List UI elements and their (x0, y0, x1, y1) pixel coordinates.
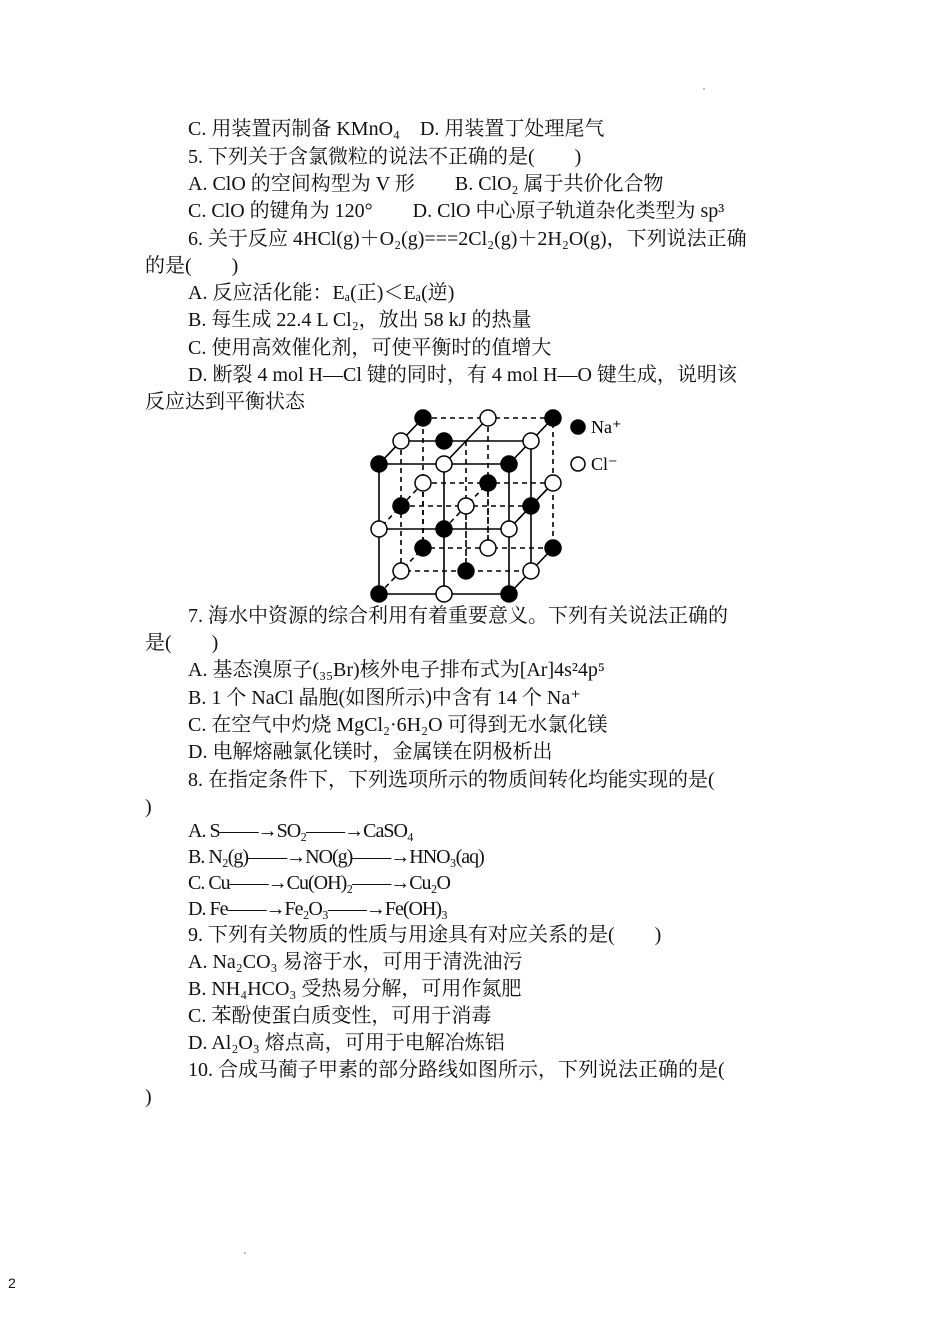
na-ion (436, 433, 452, 449)
question-6-option-c: C. 使用高效催化剂，可使平衡时的值增大 (188, 337, 552, 359)
question-7: 7. 海水中资源的综合利用有着重要意义。下列有关说法正确的 (188, 605, 728, 627)
question-5: 5. 下列关于含氯微粒的说法不正确的是( ) (188, 146, 582, 168)
na-ion (371, 586, 387, 602)
question-8-option-c: C. Cu——→Cu(OH)₂——→Cu₂O (188, 872, 450, 894)
na-ion (523, 498, 539, 514)
question-6-cont: 的是( ) (145, 255, 239, 277)
question-10: 10. 合成马蔺子甲素的部分路线如图所示，下列说法正确的是( (188, 1059, 725, 1081)
na-ion (545, 410, 561, 426)
cl-ion (393, 563, 409, 579)
question-6-option-a: A. 反应活化能：Eₐ(正)＜Eₐ(逆) (188, 282, 455, 304)
cl-ion (523, 563, 539, 579)
cl-ion (415, 475, 431, 491)
legend-cl-label: Cl⁻ (591, 454, 618, 474)
na-ion (371, 456, 387, 472)
nacl-unit-cell-figure (365, 405, 665, 605)
question-8: 8. 在指定条件下，下列选项所示的物质间转化均能实现的是( (188, 769, 715, 791)
question-7-option-b: B. 1 个 NaCl 晶胞(如图所示)中含有 14 个 Na⁺ (188, 687, 581, 709)
page-number: 2 (8, 1275, 16, 1291)
cl-ion (393, 433, 409, 449)
question-8-option-b: B. N₂(g)——→NO(g)——→HNO₃(aq) (188, 846, 484, 868)
cl-ion (545, 475, 561, 491)
cl-ion (436, 586, 452, 602)
legend-cl-marker (571, 457, 585, 471)
na-ion (436, 521, 452, 537)
na-ion (501, 456, 517, 472)
question-8-option-a: A. S——→SO₂——→CaSO₄ (188, 820, 413, 842)
question-10-cont: ) (145, 1086, 152, 1108)
na-ion (393, 498, 409, 514)
question-8-option-d: D. Fe——→Fe₂O₃——→Fe(OH)₃ (188, 898, 448, 920)
cl-ion (501, 521, 517, 537)
legend-na-marker (571, 420, 585, 434)
question-6-option-d: D. 断裂 4 mol H—Cl 键的同时，有 4 mol H—O 键生成，说明该 (188, 364, 737, 386)
question-7-option-d: D. 电解熔融氯化镁时，金属镁在阴极析出 (188, 741, 553, 763)
question-9-option-b: B. NH₄HCO₃ 受热易分解，可用作氮肥 (188, 978, 522, 1000)
question-5-option-ab: A. ClO 的空间构型为 V 形 B. ClO₂ 属于共价化合物 (188, 173, 664, 195)
question-7-option-c: C. 在空气中灼烧 MgCl₂·6H₂O 可得到无水氯化镁 (188, 714, 608, 736)
cl-ion (436, 456, 452, 472)
text-line: C. 用装置丙制备 KMnO₄ D. 用装置丁处理尾气 (188, 118, 605, 140)
cl-ion (480, 410, 496, 426)
question-9-option-d: D. Al₂O₃ 熔点高，可用于电解冶炼铝 (188, 1032, 505, 1054)
na-ion (415, 540, 431, 556)
question-7-option-a: A. 基态溴原子(₃₅Br)核外电子排布式为[Ar]4s²4p⁵ (188, 659, 605, 681)
na-ion (458, 563, 474, 579)
na-ion (545, 540, 561, 556)
cl-ion (523, 433, 539, 449)
question-9: 9. 下列有关物质的性质与用途具有对应关系的是( ) (188, 924, 662, 946)
cl-ion (371, 521, 387, 537)
cl-ion (480, 540, 496, 556)
na-ion (415, 410, 431, 426)
question-8-cont: ) (145, 796, 152, 818)
question-9-option-c: C. 苯酚使蛋白质变性，可用于消毒 (188, 1005, 492, 1027)
question-6: 6. 关于反应 4HCl(g)＋O₂(g)===2Cl₂(g)＋2H₂O(g)，下列说法正确 (188, 228, 747, 250)
na-ion (480, 475, 496, 491)
legend-na-label: Na⁺ (591, 417, 622, 437)
question-6-option-b: B. 每生成 22.4 L Cl₂，放出 58 kJ 的热量 (188, 309, 532, 331)
question-7-cont: 是( ) (145, 632, 219, 654)
cl-ion (458, 498, 474, 514)
scan-dot (703, 88, 705, 90)
question-5-option-cd: C. ClO 的键角为 120° D. ClO 中心原子轨道杂化类型为 sp³ (188, 200, 725, 222)
question-6-option-d-cont: 反应达到平衡状态 (145, 391, 305, 413)
na-ion (501, 586, 517, 602)
scan-dot (244, 1252, 246, 1254)
question-9-option-a: A. Na₂CO₃ 易溶于水，可用于清洗油污 (188, 951, 523, 973)
